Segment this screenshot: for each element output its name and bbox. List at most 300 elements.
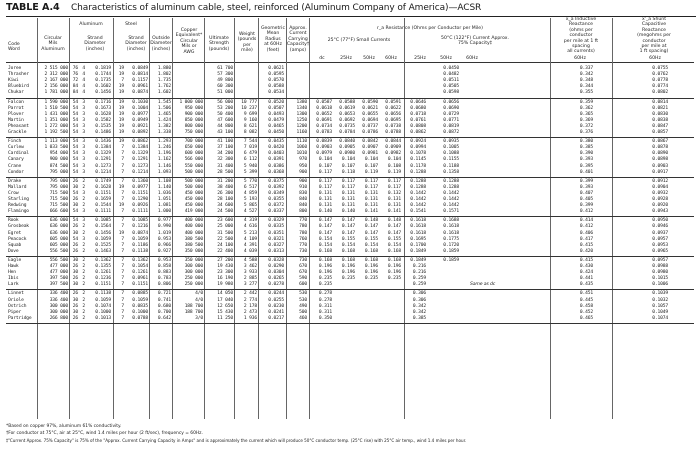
table-cell: 7 bbox=[121, 218, 124, 224]
table-cell: 0.0961 bbox=[132, 276, 148, 282]
table-cell: 0.119 bbox=[387, 169, 401, 175]
table-cell: 0.107 bbox=[364, 163, 378, 169]
table-cell: 0.196 bbox=[341, 264, 355, 269]
table-cell: 0.1819 bbox=[95, 66, 111, 71]
table-cell: 0.1486 bbox=[95, 130, 111, 135]
table-cell: Grosbeak bbox=[8, 224, 29, 230]
group-divider-6 bbox=[6, 323, 694, 324]
table-cell: 0.1214 bbox=[95, 169, 111, 175]
table-cell: 0.0762 bbox=[652, 72, 668, 78]
table-cell: 0.148 bbox=[387, 218, 401, 224]
table-cell: 0.806 bbox=[157, 282, 171, 288]
table-cell: 250 000 bbox=[184, 282, 203, 288]
table-cell: 730 bbox=[299, 248, 307, 254]
table-cell: 34 600 bbox=[217, 203, 233, 209]
table-cell: 4 bbox=[82, 78, 85, 84]
table-cell: 0.155 bbox=[364, 236, 378, 242]
table-cell: 0.1541 bbox=[410, 209, 426, 215]
table-cell: 4 bbox=[82, 72, 85, 78]
table-cell: 0.168 bbox=[341, 257, 355, 263]
table-cell: 0.412 bbox=[579, 224, 593, 230]
table-cell: 0.0656 bbox=[385, 111, 401, 117]
table-cell: 0.966 bbox=[157, 242, 171, 248]
table-cell: 4 109 bbox=[243, 236, 257, 242]
table-cell: 0.0961 bbox=[132, 84, 148, 90]
table-cell: 0.104 bbox=[364, 157, 378, 163]
table-cell: Squab bbox=[8, 242, 22, 248]
table-cell: 0.235 bbox=[387, 276, 401, 282]
table-cell: 0.0450 bbox=[268, 130, 284, 135]
table-cell: 7 bbox=[121, 78, 124, 84]
table-cell: 0.0890 bbox=[652, 151, 668, 157]
table-cell: 0.1362 bbox=[95, 257, 111, 263]
table-cell: 0.0511 bbox=[443, 78, 459, 84]
table-cell: 0.154 bbox=[318, 242, 332, 248]
table-cell: 0.1716 bbox=[95, 99, 111, 105]
table-cell: 1 272 000 bbox=[44, 123, 68, 129]
table-cell: 26 bbox=[72, 178, 78, 184]
table-cell: 0.0755 bbox=[652, 66, 668, 71]
table-cell: 0.0821 bbox=[652, 105, 668, 111]
table-cell: 0.118 bbox=[341, 169, 355, 175]
table-cell: 0.990 bbox=[157, 224, 171, 230]
table-cell: 26 300 bbox=[217, 190, 233, 196]
header-freq-6: 60Hz bbox=[466, 56, 478, 61]
table-cell: 19 bbox=[118, 184, 124, 190]
table-cell: Drake bbox=[8, 178, 22, 184]
table-cell: 10 777 bbox=[241, 99, 257, 105]
table-cell: 0.0903 bbox=[316, 145, 332, 151]
table-cell: 0.0778 bbox=[652, 78, 668, 84]
table-cell: 0.1151 bbox=[95, 282, 111, 288]
table-cell: 0.0622 bbox=[385, 105, 401, 111]
table-cell: 0.0646 bbox=[410, 99, 426, 105]
table-cell: 795 000 bbox=[49, 169, 68, 175]
table-cell: 2 774 bbox=[243, 297, 257, 303]
table-cell: 30 bbox=[72, 282, 78, 288]
table-cell: 0.0808 bbox=[410, 123, 426, 129]
table-cell: 0.0905 bbox=[339, 145, 355, 151]
table-cell: 0.168 bbox=[341, 248, 355, 254]
table-cell: 54 bbox=[72, 145, 78, 151]
table-cell: 3 bbox=[82, 169, 85, 175]
table-cell: 0.344 bbox=[579, 84, 593, 90]
table-cell: 0.0520 bbox=[268, 99, 284, 105]
table-cell: 0.0595 bbox=[268, 72, 284, 78]
table-cell: 0.131 bbox=[318, 190, 332, 196]
table-cell: 800 000 bbox=[184, 123, 203, 129]
footnote-conductor-temp: †For conductor at 75°C, air at 25°C, wind 1.4 miles per hour (2 ft/sec), frequency = 60Hz. bbox=[6, 431, 203, 436]
table-cell: 0.117 bbox=[364, 178, 378, 184]
table-cell: 8 082 bbox=[243, 130, 257, 135]
table-cell: 0.1290 bbox=[132, 197, 148, 202]
table-cell: 38 400 bbox=[217, 184, 233, 190]
header-steel: Steel bbox=[125, 22, 137, 27]
table-cell: 0.132 bbox=[387, 190, 401, 196]
table-cell: 28 500 bbox=[217, 169, 233, 175]
table-cell: 1 510 500 bbox=[44, 105, 68, 111]
table-cell: 53 200 bbox=[217, 105, 233, 111]
header-current-capacity: Approx. Current Carrying Capacity† (amps) bbox=[286, 26, 310, 53]
table-cell: 7 bbox=[121, 276, 124, 282]
table-cell: 0.1618 bbox=[443, 224, 459, 230]
table-cell: 0.407 bbox=[579, 190, 593, 196]
table-cell: 556 500 bbox=[49, 257, 68, 263]
table-cell: 0.0874 bbox=[132, 230, 148, 236]
table-cell: 1010 bbox=[296, 151, 307, 157]
table-cell: Canary bbox=[8, 157, 24, 163]
table-cell: 900 bbox=[299, 169, 307, 175]
table-cell: 0.147 bbox=[318, 218, 332, 224]
table-cell: 7 bbox=[121, 178, 124, 184]
table-cell: 0.235 bbox=[318, 276, 332, 282]
table-cell: 1.506 bbox=[157, 105, 171, 111]
table-cell: 0.1006 bbox=[652, 282, 668, 288]
table-cell: 60 300 bbox=[217, 84, 233, 90]
table-cell: 19 bbox=[118, 90, 124, 96]
table-cell: 900 bbox=[299, 178, 307, 184]
table-cell: 0.140 bbox=[341, 209, 355, 215]
table-cell: 19 bbox=[118, 72, 124, 78]
table-cell: 350 000 bbox=[184, 248, 203, 254]
table-cell: 900 000 bbox=[49, 157, 68, 163]
table-cell: 31 200 bbox=[217, 178, 233, 184]
table-cell: 4 bbox=[82, 84, 85, 90]
table-cell: Redwing bbox=[8, 203, 27, 209]
table-cell: 44 800 bbox=[217, 123, 233, 129]
table-cell: 795 000 bbox=[49, 178, 68, 184]
table-cell: 0.1384 bbox=[95, 145, 111, 151]
table-cell: 0.1138 bbox=[132, 248, 148, 254]
table-cell: 550 000 bbox=[184, 163, 203, 169]
table-cell: 6 112 bbox=[243, 157, 257, 163]
table-cell: 350 000 bbox=[184, 257, 203, 263]
table-cell: 1.465 bbox=[157, 111, 171, 117]
table-cell: 1.246 bbox=[157, 145, 171, 151]
table-cell: 0.259 bbox=[412, 282, 426, 288]
table-cell: 0.1442 bbox=[410, 203, 426, 209]
table-cell: 30 bbox=[72, 230, 78, 236]
table-cell: 780 bbox=[299, 224, 307, 230]
table-cell: 3 bbox=[82, 145, 85, 151]
table-cell: 0.0784 bbox=[339, 130, 355, 135]
table-cell: 14 050 bbox=[217, 291, 233, 297]
table-cell: 0.154 bbox=[364, 242, 378, 248]
table-cell: 0.1849 bbox=[410, 248, 426, 254]
table-cell: 0.1288 bbox=[410, 169, 426, 175]
table-cell: 0.141 bbox=[364, 209, 378, 215]
table-cell: 0.141 bbox=[387, 209, 401, 215]
table-cell: 1200 bbox=[296, 123, 307, 129]
table-cell: 4 bbox=[82, 66, 85, 71]
group-divider-2 bbox=[6, 177, 694, 178]
table-cell: 0.1178 bbox=[410, 163, 426, 169]
table-cell: 0.140 bbox=[318, 209, 332, 215]
table-cell: 0.700 bbox=[157, 309, 171, 315]
table-cell: 0.147 bbox=[341, 224, 355, 230]
table-cell: 380 500 bbox=[184, 236, 203, 242]
table-cell: 30 bbox=[72, 203, 78, 209]
table-cell: 0.721 bbox=[157, 291, 171, 297]
table-cell: 0.1618 bbox=[410, 218, 426, 224]
table-cell: 0.168 bbox=[318, 248, 332, 254]
table-cell: 4 616 bbox=[243, 224, 257, 230]
table-cell: 1.140 bbox=[157, 184, 171, 190]
table-cell: 0.196 bbox=[318, 270, 332, 276]
table-cell: 0.393 bbox=[579, 157, 593, 163]
table-cell: 0.1288 bbox=[443, 178, 459, 184]
table-cell: 188 700 bbox=[184, 309, 203, 315]
table-cell: 7 bbox=[121, 163, 124, 169]
header-resistance-group: r_a Resistance (Ohms per Conductor per Mile) bbox=[377, 26, 483, 31]
table-cell: 0.0368 bbox=[268, 169, 284, 175]
table-cell: 0.0885 bbox=[132, 291, 148, 297]
table-cell: 0.362 bbox=[579, 105, 593, 111]
header-capacitive-60hz: 60Hz bbox=[649, 56, 661, 61]
header-weight: Weight (pounds per mile) bbox=[237, 32, 257, 54]
table-cell: 0.452 bbox=[579, 309, 593, 315]
table-cell: 605 000 bbox=[49, 242, 68, 248]
table-cell: 605 000 bbox=[49, 236, 68, 242]
table-cell: 54 bbox=[72, 218, 78, 224]
table-cell: 7 bbox=[121, 297, 124, 303]
table-cell: 0.0465 bbox=[268, 123, 284, 129]
table-cell: 54 bbox=[72, 99, 78, 105]
table-cell: 0.1355 bbox=[95, 264, 111, 269]
table-cell: 51 000 bbox=[217, 90, 233, 96]
table-cell: 2 167 000 bbox=[44, 78, 68, 84]
table-cell: 3 bbox=[82, 151, 85, 157]
header-freq-4: 25Hz bbox=[414, 56, 426, 61]
table-cell: 0.147 bbox=[364, 230, 378, 236]
table-cell: 0.0907 bbox=[362, 145, 378, 151]
table-cell: 0.1288 bbox=[410, 184, 426, 190]
table-cell: 0.399 bbox=[579, 203, 593, 209]
table-cell: 0.0694 bbox=[362, 117, 378, 123]
table-cell: 397 500 bbox=[49, 276, 68, 282]
table-cell: 0.1442 bbox=[410, 190, 426, 196]
table-cell: 0.1145 bbox=[410, 157, 426, 163]
table-cell: 0.0329 bbox=[268, 218, 284, 224]
table-cell: 950 bbox=[299, 163, 307, 169]
table-cell: 636 000 bbox=[49, 218, 68, 224]
table-cell: 50 400 bbox=[217, 111, 233, 117]
table-cell: 0.342 bbox=[412, 303, 426, 309]
table-cell: 0.0335 bbox=[268, 224, 284, 230]
table-cell: 670 bbox=[299, 270, 307, 276]
table-cell: 0.104 bbox=[318, 157, 332, 163]
header-aluminum: Aluminum bbox=[79, 22, 103, 27]
table-cell: 0.131 bbox=[341, 190, 355, 196]
table-cell: 0.415 bbox=[579, 242, 593, 248]
table-cell: 0.953 bbox=[157, 257, 171, 263]
table-cell: 0.0278 bbox=[268, 282, 284, 288]
table-cell: 0.0783 bbox=[316, 130, 332, 135]
table-cell: 0.0872 bbox=[443, 130, 459, 135]
table-cell: 0.154 bbox=[341, 242, 355, 248]
table-cell: 0.0982 bbox=[385, 151, 401, 157]
table-cell: 840 bbox=[299, 197, 307, 202]
table-cell: 760 bbox=[299, 236, 307, 242]
table-cell: 730 bbox=[299, 257, 307, 263]
table-cell: 0.405 bbox=[579, 197, 593, 202]
table-cell: 0.0838 bbox=[652, 117, 668, 123]
table-cell: 6 517 bbox=[243, 184, 257, 190]
table-cell: 636 000 bbox=[49, 224, 68, 230]
table-cell: 7 bbox=[121, 157, 124, 163]
table-cell: 0.1775 bbox=[443, 236, 459, 242]
table-cell: 830 bbox=[299, 190, 307, 196]
table-cell: 19 bbox=[118, 99, 124, 105]
table-cell: 0.0788 bbox=[132, 315, 148, 321]
table-cell: 6 479 bbox=[243, 151, 257, 157]
table-cell: 0.783 bbox=[157, 276, 171, 282]
table-cell: 0.1463 bbox=[95, 248, 111, 254]
table-cell: 2 bbox=[82, 224, 85, 230]
table-cell: 336 400 bbox=[49, 291, 68, 297]
table-cell: 0.380 bbox=[579, 139, 593, 145]
table-cell: 250 000 bbox=[184, 276, 203, 282]
table-cell: 0.0980 bbox=[652, 270, 668, 276]
table-cell: Thrasher bbox=[8, 72, 29, 78]
header-inductive-reactance: x_a Inductive Reactance (ohms per conductor per mile at 1 ft spacing all currents) bbox=[563, 17, 599, 55]
table-cell: 0.196 bbox=[387, 264, 401, 269]
table-cell: 0.1059 bbox=[132, 236, 148, 242]
table-cell: 490 bbox=[299, 303, 307, 309]
table-cell: 0.1013 bbox=[95, 315, 111, 321]
table-cell: 2 bbox=[82, 264, 85, 269]
table-cell: 0.1186 bbox=[132, 242, 148, 248]
table-cell: 0.0680 bbox=[410, 105, 426, 111]
table-cell: 0.0598 bbox=[443, 90, 459, 96]
table-cell: 2 bbox=[82, 282, 85, 288]
table-cell: 0.1151 bbox=[95, 190, 111, 196]
table-cell: 0.0874 bbox=[132, 90, 148, 96]
table-cell: 27 200 bbox=[217, 257, 233, 263]
table-cell: 19 bbox=[118, 139, 124, 145]
table-cell: 500 000 bbox=[184, 178, 203, 184]
table-cell: 0.147 bbox=[318, 230, 332, 236]
table-cell: 23 300 bbox=[217, 270, 233, 276]
table-cell: 0.1602 bbox=[95, 84, 111, 90]
table-cell: 0.1673 bbox=[95, 105, 111, 111]
table-cell: 0.0862 bbox=[132, 139, 148, 145]
table-cell: 4 bbox=[82, 90, 85, 96]
table-cell: 7 bbox=[121, 303, 124, 309]
table-cell: 0.1564 bbox=[95, 224, 111, 230]
table-cell: Condor bbox=[8, 169, 24, 175]
table-cell: 0.0774 bbox=[652, 84, 668, 90]
table-cell: 2 515 000 bbox=[44, 66, 68, 71]
table-cell: 0.1059 bbox=[95, 297, 111, 303]
table-cell: 0.0590 bbox=[362, 99, 378, 105]
table-cell: Cardinal bbox=[8, 151, 29, 157]
table-cell: 0.1329 bbox=[132, 151, 148, 157]
header-copper-equivalent: Copper Equivalent* Circular Mils or AWG bbox=[175, 28, 203, 55]
table-cell: 380 500 bbox=[184, 242, 203, 248]
table-cell: 26 bbox=[72, 197, 78, 202]
table-cell: 0.350 bbox=[318, 315, 332, 321]
table-cell: 0.1436 bbox=[95, 139, 111, 145]
table-cell: 7 bbox=[121, 190, 124, 196]
table-cell: Ibis bbox=[8, 276, 19, 282]
table-cell: Egret bbox=[8, 230, 22, 236]
table-cell: 0.0920 bbox=[652, 203, 668, 209]
table-cell: 0.0255 bbox=[268, 297, 284, 303]
table-cell: 0.1078 bbox=[410, 151, 426, 157]
table-cell: 0.1032 bbox=[652, 297, 668, 303]
table-cell: 0.0928 bbox=[652, 197, 668, 202]
table-cell: 0.0814 bbox=[652, 99, 668, 105]
table-cell: 0.1628 bbox=[95, 111, 111, 117]
table-cell: 0.0738 bbox=[385, 123, 401, 129]
table-cell: 0.306 bbox=[412, 291, 426, 297]
table-cell: 0.117 bbox=[364, 184, 378, 190]
table-cell: 0.117 bbox=[387, 178, 401, 184]
table-cell: 0.0290 bbox=[268, 264, 284, 269]
table-cell: 300 000 bbox=[184, 270, 203, 276]
table-cell: 0.1054 bbox=[132, 264, 148, 269]
table-cell: 0.1618 bbox=[410, 230, 426, 236]
table-cell: 0.1442 bbox=[443, 203, 459, 209]
table-cell: 0.1749 bbox=[95, 178, 111, 184]
table-cell: 0.196 bbox=[364, 264, 378, 269]
table-cell: 0.406 bbox=[579, 230, 593, 236]
table-cell: 56 000 bbox=[217, 99, 233, 105]
table-cell: 477 000 bbox=[49, 264, 68, 269]
table-cell: 0.0835 bbox=[132, 303, 148, 309]
table-cell: 1.146 bbox=[157, 163, 171, 169]
table-cell: 0.0507 bbox=[268, 105, 284, 111]
table-cell: Pheasant bbox=[8, 123, 29, 129]
table-cell: 7 544 bbox=[243, 139, 257, 145]
table-cell: 1.293 bbox=[157, 139, 171, 145]
table-cell: 1340 bbox=[296, 105, 307, 111]
table-cell: 0.117 bbox=[318, 169, 332, 175]
table-cell: 5 940 bbox=[243, 163, 257, 169]
table-cell: 0.1544 bbox=[95, 203, 111, 209]
table-cell: 0.147 bbox=[341, 230, 355, 236]
table-cell: 0.117 bbox=[318, 184, 332, 190]
table-cell: 0.1360 bbox=[132, 178, 148, 184]
table-cell: 0.342 bbox=[579, 72, 593, 78]
table-cell: 0.154 bbox=[318, 236, 332, 242]
table-cell: 0.0965 bbox=[652, 248, 668, 254]
table-cell: 0.119 bbox=[364, 169, 378, 175]
table-cell: 0.1659 bbox=[95, 197, 111, 202]
table-cell: 0.1085 bbox=[132, 218, 148, 224]
table-cell: 19 bbox=[118, 230, 124, 236]
table-cell: 700 000 bbox=[184, 139, 203, 145]
table-cell: 3 bbox=[82, 123, 85, 129]
table-cell: 19 bbox=[118, 66, 124, 71]
header-inductive-60hz: 60Hz bbox=[574, 56, 586, 61]
table-cell: 0.1030 bbox=[132, 99, 148, 105]
table-cell: 0.278 bbox=[318, 297, 332, 303]
table-cell: 0.0957 bbox=[652, 236, 668, 242]
table-cell: 0.216 bbox=[412, 264, 426, 269]
table-cell: 450 000 bbox=[184, 190, 203, 196]
table-cell: 0.1015 bbox=[652, 276, 668, 282]
table-cell: 30 bbox=[72, 184, 78, 190]
table-cell: 25 000 bbox=[217, 224, 233, 230]
table-cell: 1060 bbox=[296, 145, 307, 151]
table-cell: 0.1744 bbox=[95, 72, 111, 78]
table-cell: 0.0505 bbox=[443, 84, 459, 90]
table-cell: 0.0391 bbox=[268, 157, 284, 163]
table-cell: 460 bbox=[299, 315, 307, 321]
table-cell: 0.0479 bbox=[268, 117, 284, 123]
